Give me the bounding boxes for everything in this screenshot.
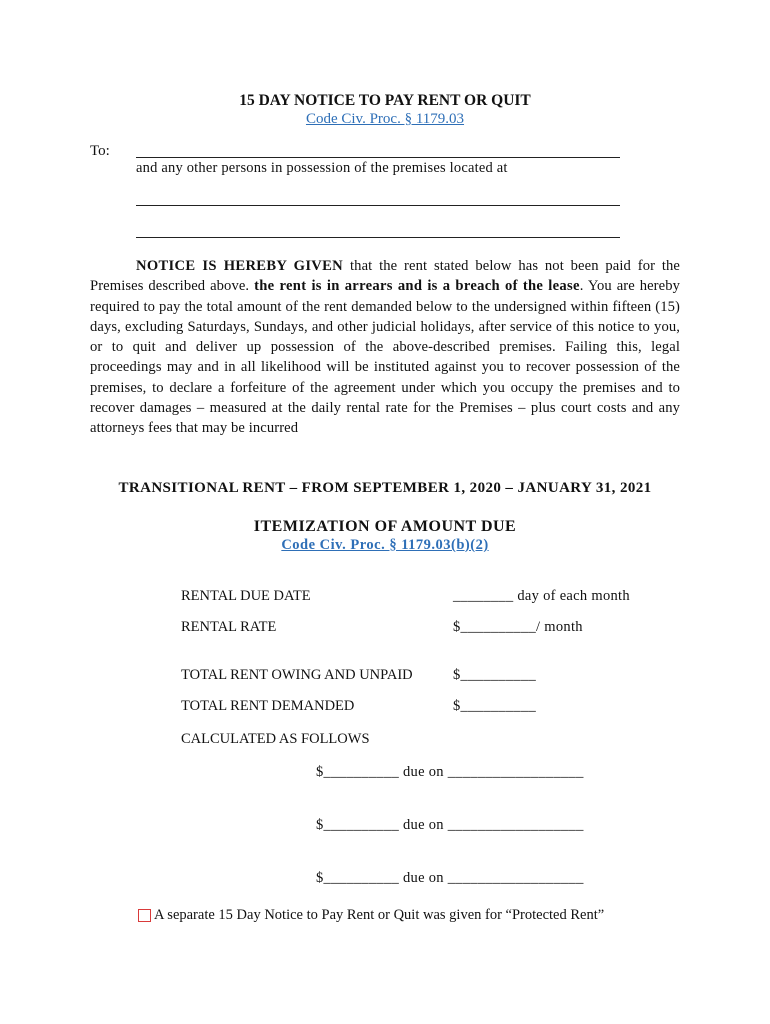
rental-rate-label: RENTAL RATE xyxy=(181,619,277,635)
protected-rent-label: A separate 15 Day Notice to Pay Rent or Quit was given for “Protected Rent” xyxy=(154,907,605,923)
total-owing-field[interactable]: $__________ xyxy=(453,667,537,683)
notice-text-2: . You are hereby required to pay the total amount of the rent demanded below to the undersigned within fifteen (15) days, excluding Saturdays, Sundays, and other judicial holidays, after service of this notice to you, or to quit and deliver up possession of the above-described premises. Failing this, legal proceedings may and in all likelihood will be instituted against you to recover possession of the premises, to declare a forfeiture of the agreement under which you occupy the premises and to recover damages – measured at the daily rental rate for the Premises – plus court costs and any attorneys fees that may be incurred xyxy=(90,278,681,437)
total-owing-label: TOTAL RENT OWING AND UNPAID xyxy=(181,667,413,683)
premises-address-line-2[interactable] xyxy=(136,237,620,238)
notice-lead: NOTICE IS HEREBY GIVEN xyxy=(136,258,351,274)
tenant-name-line[interactable] xyxy=(136,157,620,158)
protected-rent-checkbox[interactable] xyxy=(138,909,151,922)
premises-address-line-1[interactable] xyxy=(136,205,620,206)
itemization-citation[interactable] xyxy=(0,537,770,554)
statute-citation[interactable] xyxy=(0,111,770,128)
document-title: 15 DAY NOTICE TO PAY RENT OR QUIT xyxy=(239,92,531,109)
total-demanded-label: TOTAL RENT DEMANDED xyxy=(181,698,355,714)
notice-paragraph xyxy=(90,256,680,439)
rental-rate-field[interactable]: $__________/ month xyxy=(453,619,583,635)
rental-due-date-field[interactable]: ________ day of each month xyxy=(453,588,630,604)
persons-in-possession-text: and any other persons in possession of the premises located at xyxy=(136,160,508,176)
statute-citation-link[interactable]: Code Civ. Proc. § 1179.03 xyxy=(305,111,465,127)
calculated-as-follows-label: CALCULATED AS FOLLOWS xyxy=(181,731,370,747)
protected-rent-option[interactable] xyxy=(138,907,604,924)
calculation-line-3[interactable]: $__________ due on __________________ xyxy=(316,870,584,886)
calculation-line-2[interactable]: $__________ due on __________________ xyxy=(316,817,584,833)
to-label: To: xyxy=(90,143,110,159)
notice-text-1: that the rent stated below has not been paid for the Premises described above. xyxy=(90,258,680,295)
notice-breach-text: the rent is in arrears and is a breach of the lease xyxy=(254,278,580,295)
itemization-heading: ITEMIZATION OF AMOUNT DUE xyxy=(253,518,517,535)
rental-due-date-label: RENTAL DUE DATE xyxy=(181,588,311,604)
itemization-citation-link[interactable]: Code Civ. Proc. § 1179.03(b)(2) xyxy=(281,537,489,553)
total-demanded-field[interactable]: $__________ xyxy=(453,698,537,714)
transitional-rent-heading: TRANSITIONAL RENT – FROM SEPTEMBER 1, 2020 – JANUARY 31, 2021 xyxy=(118,480,652,496)
calculation-line-1[interactable]: $__________ due on __________________ xyxy=(316,764,584,780)
